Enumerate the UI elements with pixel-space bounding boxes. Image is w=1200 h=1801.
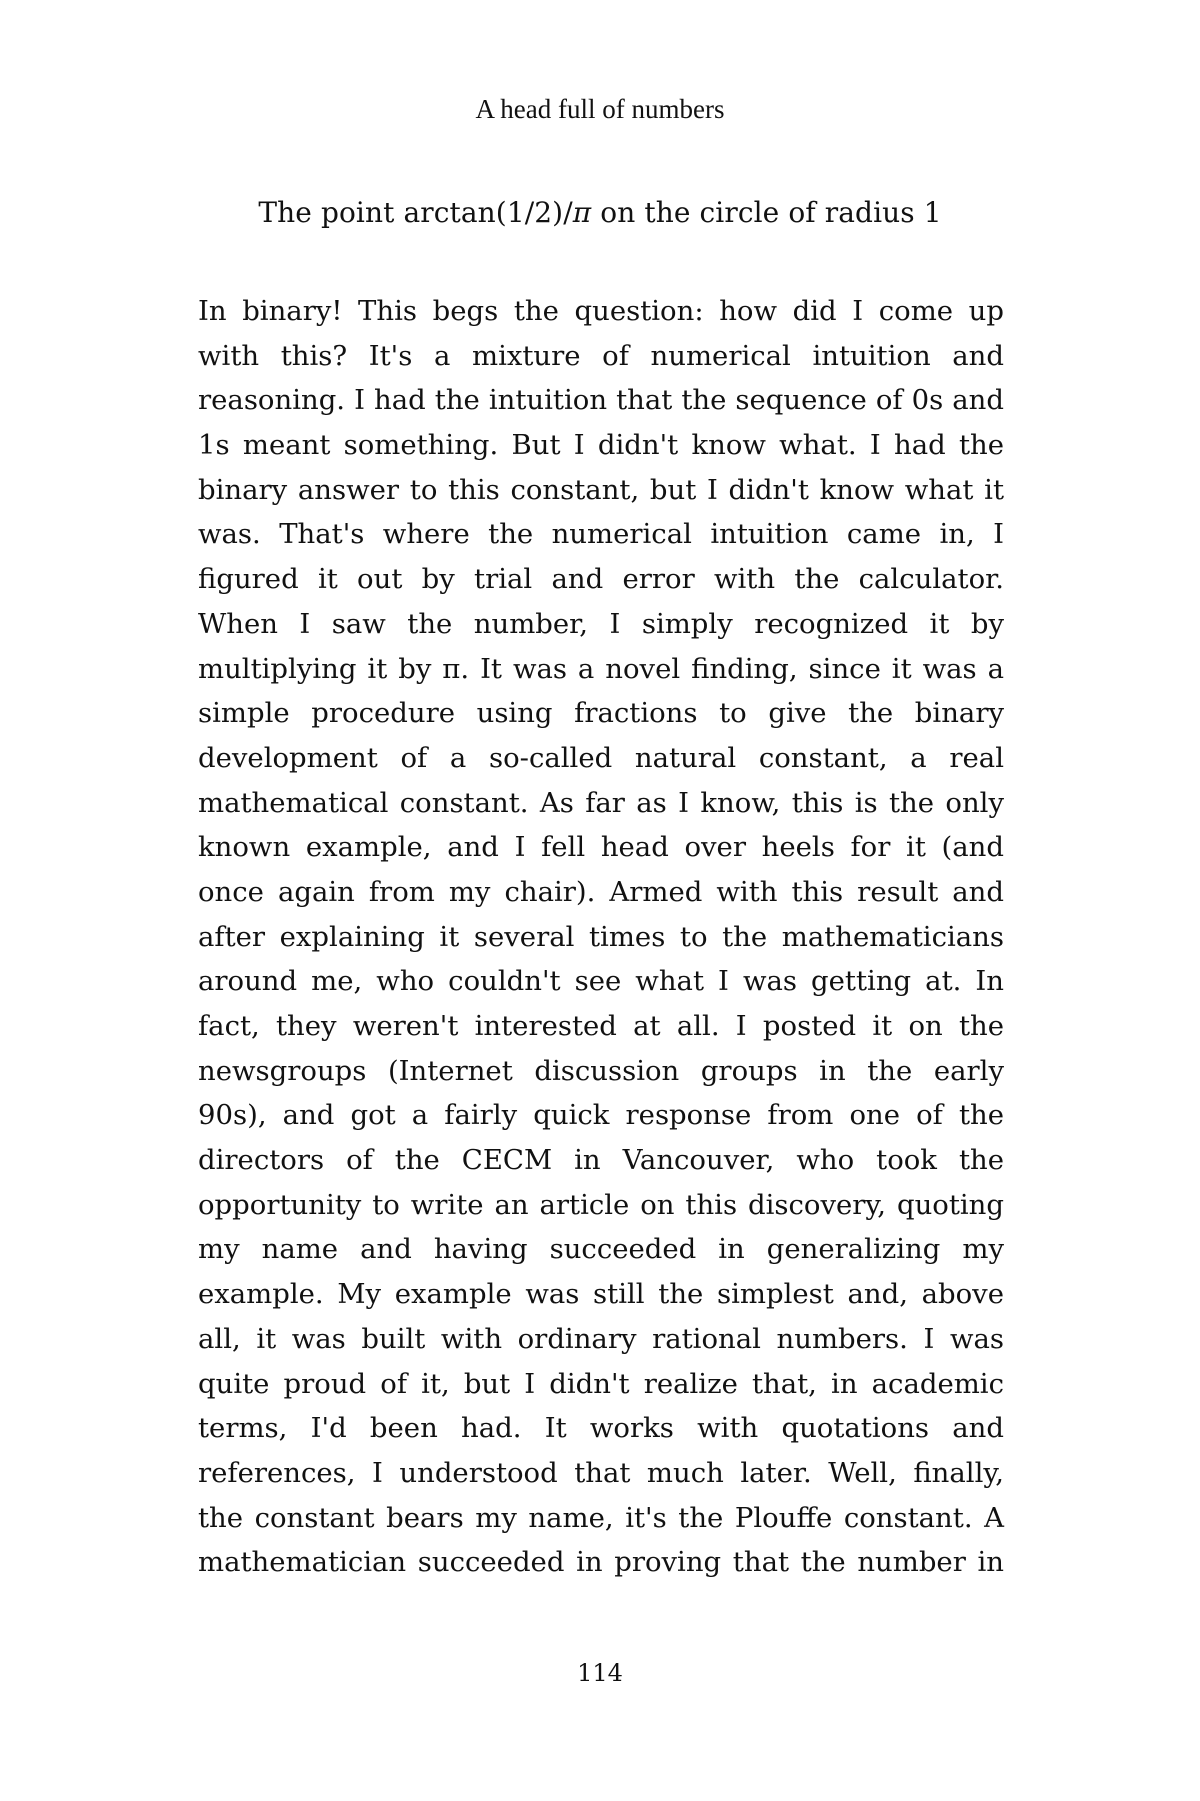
- body-line: around me, who couldn't see what I was getting at. In: [198, 965, 1004, 998]
- body-line: reasoning. I had the intuition that the sequence of 0s and: [198, 384, 1004, 417]
- body-line: known example, and I fell head over heels for it (and: [198, 831, 1004, 864]
- body-line: was. That's where the numerical intuition came in, I: [198, 518, 1004, 551]
- body-line: terms, I'd been had. It works with quotations and: [198, 1412, 1004, 1445]
- body-line: 1s meant something. But I didn't know what. I had the: [198, 429, 1004, 462]
- body-line: mathematical constant. As far as I know, this is the only: [198, 786, 1004, 819]
- body-line: once again from my chair). Armed with this result and: [198, 875, 1004, 908]
- body-paragraph: [198, 289, 1004, 1585]
- body-line: figured it out by trial and error with the calculator.: [198, 563, 1004, 596]
- body-line: directors of the CECM in Vancouver, who took the: [198, 1144, 1004, 1177]
- body-line: 90s), and got a fairly quick response from one of the: [198, 1099, 1004, 1132]
- body-line: mathematician succeeded in proving that the number in: [198, 1546, 1004, 1579]
- body-line: simple procedure using fractions to give the binary: [198, 697, 1004, 730]
- figure-caption: [0, 193, 1200, 233]
- body-line: after explaining it several times to the mathematicians: [198, 920, 1004, 953]
- running-header: A head full of numbers: [475, 94, 725, 124]
- body-line: When I saw the number, I simply recognized it by: [198, 607, 1004, 640]
- body-line: newsgroups (Internet discussion groups in the early: [198, 1054, 1004, 1087]
- caption-pi-symbol: π: [572, 196, 592, 229]
- body-line: quite proud of it, but I didn't realize that, in academic: [198, 1367, 1004, 1400]
- body-line: development of a so-called natural constant, a real: [198, 741, 1004, 774]
- body-line: binary answer to this constant, but I didn't know what it: [198, 473, 1004, 506]
- body-line: In binary! This begs the question: how did I come up: [198, 295, 1004, 327]
- caption-text-start: The point arctan(1/2)/: [258, 196, 573, 229]
- body-line: all, it was built with ordinary rational numbers. I was: [198, 1322, 1004, 1355]
- body-line: my name and having succeeded in generalizing my: [198, 1233, 1004, 1266]
- body-line: the constant bears my name, it's the Plouffe constant. A: [198, 1501, 1004, 1534]
- caption-text-end: on the circle of radius 1: [591, 196, 942, 229]
- body-line: fact, they weren't interested at all. I posted it on the: [198, 1010, 1004, 1042]
- body-line: with this? It's a mixture of numerical intuition and: [198, 339, 1004, 372]
- body-line: opportunity to write an article on this discovery, quoting: [198, 1188, 1004, 1221]
- body-line: multiplying it by π. It was a novel finding, since it was a: [198, 652, 1004, 685]
- body-line: references, I understood that much later. Well, finally,: [198, 1456, 1004, 1489]
- body-line: example. My example was still the simplest and, above: [198, 1278, 1004, 1311]
- page-number: 114: [577, 1659, 623, 1687]
